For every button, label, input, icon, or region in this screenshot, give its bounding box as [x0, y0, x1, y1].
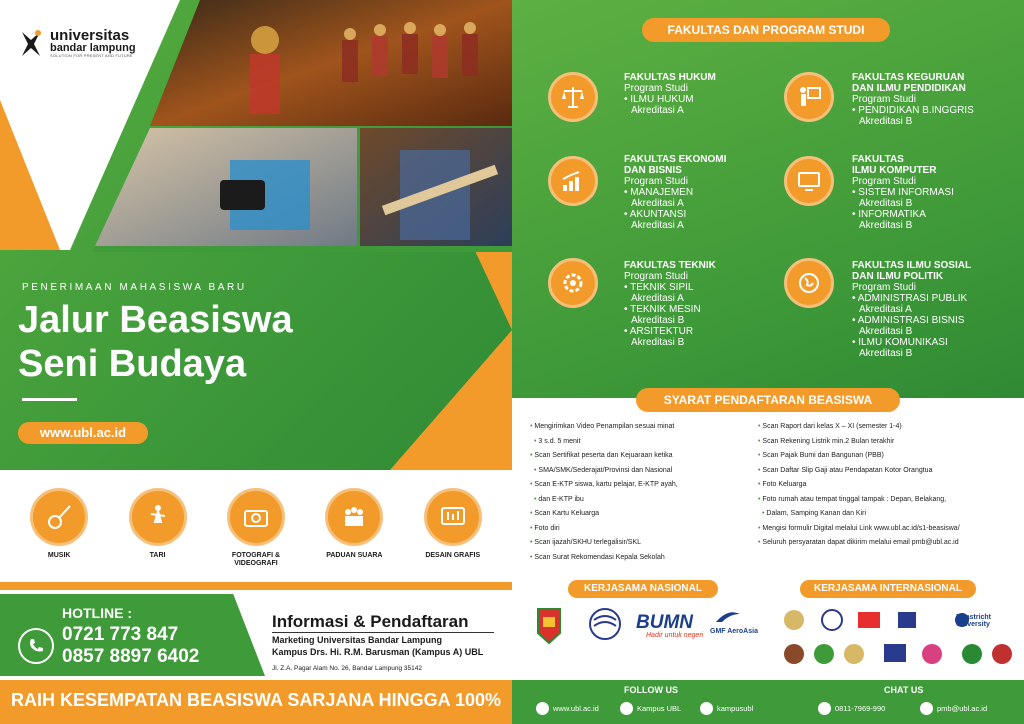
faculty-hukum: FAKULTAS HUKUM Program Studi • ILMU HUKUM Akreditasi A [624, 72, 716, 116]
art-item[interactable] [413, 480, 493, 580]
info-line1: Marketing Universitas Bandar Lampung [272, 635, 443, 645]
university-logo[interactable] [18, 28, 136, 58]
teacher-icon [784, 72, 834, 122]
requirement-item: • Scan Daftar Slip Gaji atau Pendapatan Kotor Orangtua [758, 464, 1020, 479]
orange-corner [390, 330, 512, 470]
kerjasama-nasional-title: KERJASAMA NASIONAL [568, 580, 718, 598]
requirement-item: • Scan Pajak Bumi dan Bangunan (PBB) [758, 449, 1020, 464]
footer-website[interactable]: www.ubl.ac.id [536, 702, 599, 715]
requirement-item: • Scan ijazah/SKHU terlegalisir/SKL [530, 536, 758, 551]
globe-icon [536, 702, 549, 715]
footer-facebook[interactable]: Kampus UBL [620, 702, 681, 715]
requirement-item: • Scan Kartu Keluarga [530, 507, 758, 522]
logo-line2: bandar lampung [50, 42, 136, 54]
requirement-item: • Scan Surat Rekomendasi Kepala Sekolah [530, 551, 758, 566]
footer-instagram[interactable]: kampusubl [700, 702, 753, 715]
art-item[interactable] [19, 480, 99, 580]
page-title [18, 298, 293, 386]
logo-mark-icon [18, 28, 44, 58]
title-line1: Jalur Beasiswa [18, 299, 293, 341]
info-title: Informasi & Pendaftaran [272, 612, 469, 631]
orange-divider [0, 582, 512, 590]
right-panel [512, 0, 1024, 724]
phone-number-2[interactable]: 0857 8897 6402 [62, 646, 200, 667]
telkom-logo-icon [586, 606, 624, 642]
footer-whatsapp[interactable]: 0811-7969-990 [818, 702, 885, 715]
requirements-right [758, 420, 1020, 551]
requirement-item: • Scan Rekening Listrik min.2 Bulan terakhir [758, 435, 1020, 450]
faculty-teknik: FAKULTAS TEKNIK Program Studi • TEKNIK SIPIL Akreditasi A • TEKNIK MESIN Akreditasi B • ARSITEKTUR Akreditasi B [624, 260, 716, 348]
requirement-item: • SMA/SMK/Sederajat/Provinsi dan Nasional [530, 464, 758, 479]
instagram-icon [700, 702, 713, 715]
requirement-item: • Dalam, Samping Kanan dan Kiri [758, 507, 1020, 522]
info-line2: Kampus Drs. Hi. R.M. Barusman (Kampus A) UBL [272, 647, 484, 657]
email-icon [920, 702, 933, 715]
requirement-item: • Foto rumah atau tempat tinggal tampak : Depan, Belakang, [758, 493, 1020, 508]
subtitle: PENERIMAAN MAHASISWA BARU [22, 282, 247, 293]
gear-icon [548, 258, 598, 308]
faculty-keguruan: FAKULTAS KEGURUAN DAN ILMU PENDIDIKAN Program Studi • PENDIDIKAN B.INGGRIS Akreditasi B [852, 72, 974, 127]
logo-line1: universitas [50, 27, 130, 44]
requirement-item: • Mengirimkan Video Penampilan sesuai minat [530, 420, 758, 435]
faculty-ekonomi: FAKULTAS EKONOMI DAN BISNIS Program Studi • MANAJEMEN Akreditasi A • AKUNTANSI Akreditasi A [624, 154, 727, 231]
guitar-icon [30, 488, 88, 546]
facebook-icon [620, 702, 633, 715]
globe-icon [784, 258, 834, 308]
arts-row [0, 480, 512, 580]
computer-icon [784, 156, 834, 206]
phone-number-1[interactable]: 0721 773 847 [62, 624, 179, 645]
art-label: FOTOGRAFI & VIDEOGRAFI [231, 552, 281, 567]
requirement-item: • Mengisi formulir Digital melalui Link www.ubl.ac.id/s1-beasiswa/ [758, 522, 1020, 537]
requirement-item: • Foto Keluarga [758, 478, 1020, 493]
kerjasama-internasional-title: KERJASAMA INTERNASIONAL [800, 580, 976, 598]
info-address: Jl. Z.A. Pagar Alam No. 26, Bandar Lampung 35142 [272, 665, 422, 672]
growth-chart-icon [548, 156, 598, 206]
art-label: DESAIN GRAFIS [425, 552, 481, 559]
art-item[interactable] [314, 480, 394, 580]
bumn-logo: BUMN [636, 612, 693, 633]
requirements-title: SYARAT PENDAFTARAN BEASISWA [636, 388, 900, 412]
gmf-logo: GMF AeroAsia [710, 628, 758, 635]
requirement-item: • 3 s.d. 5 menit [530, 435, 758, 450]
title-line2: Seni Budaya [18, 343, 247, 385]
website-link[interactable]: www.ubl.ac.id [18, 422, 148, 444]
follow-title: FOLLOW US [624, 685, 678, 695]
bumn-tagline: Hadir untuk negeri [646, 632, 704, 639]
faculty-fisip: FAKULTAS ILMU SOSIAL DAN ILMU POLITIK Program Studi • ADMINISTRASI PUBLIK Akreditasi A • ADMINISTRASI BISNIS Akreditasi B • ILMU KOMUNIKASI Akreditasi B [852, 260, 972, 359]
faculties-title: FAKULTAS DAN PROGRAM STUDI [642, 18, 890, 42]
scholarship-banner: RAIH KESEMPATAN BEASISWA SARJANA HINGGA 100% [0, 680, 512, 724]
art-label: TARI [149, 552, 166, 559]
faculty-komputer: FAKULTAS ILMU KOMPUTER Program Studi • SISTEM INFORMASI Akreditasi B • INFORMATIKA Akreditasi B [852, 154, 954, 231]
requirement-item: • Seluruh persyaratan dapat dikirim melalui email pmb@ubl.ac.id [758, 536, 1020, 551]
info-divider [272, 632, 494, 633]
phone-icon [18, 628, 54, 664]
requirement-item: • Scan E-KTP siswa, kartu pelajar, E-KTP ayah, [530, 478, 758, 493]
art-item[interactable] [216, 480, 296, 580]
chat-title: CHAT US [884, 685, 924, 695]
maastricht-logo: Maastricht University [956, 614, 992, 628]
requirement-item: • Foto diri [530, 522, 758, 537]
requirement-item: • Scan Sertifikat peserta dan Kejuaraan ketika [530, 449, 758, 464]
whatsapp-icon [818, 702, 831, 715]
gmf-wing-icon [714, 608, 742, 626]
design-icon [424, 488, 482, 546]
scale-icon [548, 72, 598, 122]
camera-icon [227, 488, 285, 546]
dancer-icon [129, 488, 187, 546]
art-label: MUSIK [47, 552, 71, 559]
requirement-item: • dan E-KTP ibu [530, 493, 758, 508]
logo-tagline: SOLUTION FOR PRESENT AND FUTURE [50, 53, 133, 58]
lampung-logo-icon [536, 605, 562, 645]
hotline-label: HOTLINE : [62, 605, 132, 621]
art-label: PADUAN SUARA [326, 552, 383, 559]
art-item[interactable] [118, 480, 198, 580]
title-divider [22, 398, 77, 401]
choir-icon [325, 488, 383, 546]
requirements-left [530, 420, 758, 565]
requirement-item: • Scan Raport dari kelas X – XI (semester 1-4) [758, 420, 1020, 435]
footer-email[interactable]: pmb@ubl.ac.id [920, 702, 987, 715]
